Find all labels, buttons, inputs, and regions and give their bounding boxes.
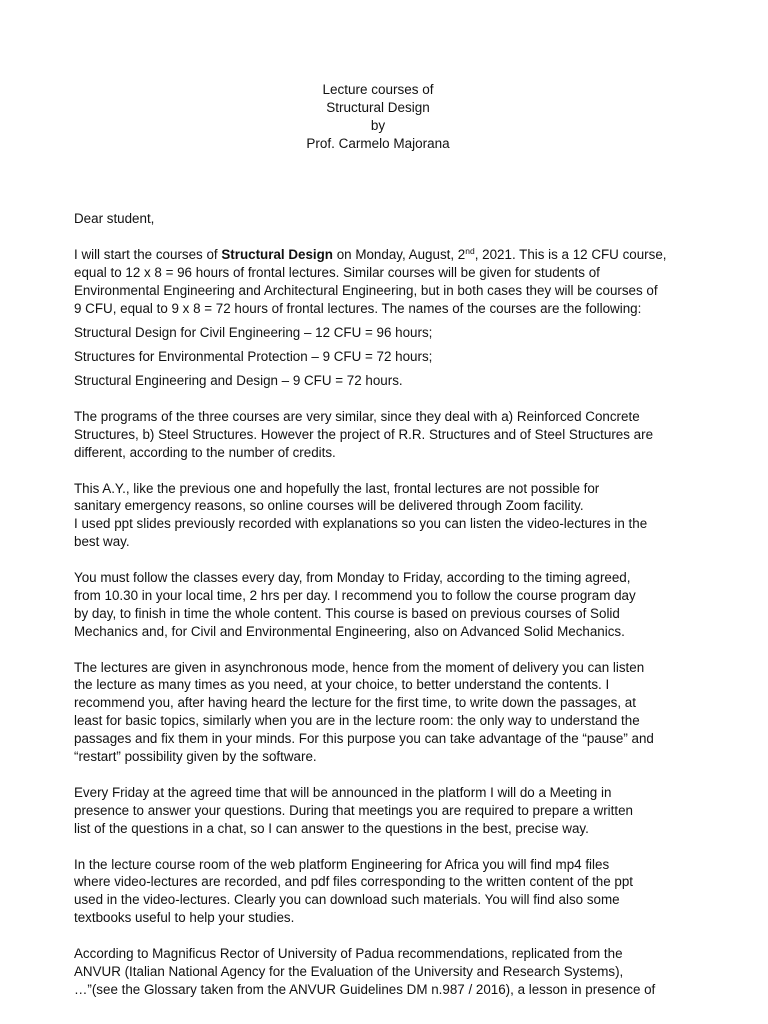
paragraph-asynchronous-mode (74, 659, 700, 766)
paragraph-line: least for basic topics, similarly when you are in the lecture room: the only way to understand the (74, 713, 640, 729)
paragraph-line: sanitary emergency reasons, so online courses will be delivered through Zoom facility. (74, 498, 584, 514)
paragraph-line: You must follow the classes every day, from Monday to Friday, according to the timing agreed, (74, 570, 631, 586)
paragraph-line: Environmental Engineering and Architectural Engineering, but in both cases they will be courses of (74, 282, 658, 298)
paragraph-line: different, according to the number of credits. (74, 444, 336, 460)
author-line: Prof. Carmelo Majorana (306, 136, 450, 151)
paragraph-line: presence to answer your questions. During that meetings you are required to prepare a written (74, 802, 633, 818)
paragraph-line: I used ppt slides previously recorded with explanations so you can listen the video-lectures in the (74, 516, 648, 532)
paragraph-friday-meeting (74, 784, 700, 838)
paragraph-schedule (74, 569, 700, 641)
paragraph-line: …”(see the Glossary taken from the ANVUR Guidelines DM n.987 / 2016), a lesson in presence of (74, 981, 656, 997)
paragraph-line: where video-lectures are recorded, and pdf files corresponding to the written content of the ppt (74, 874, 634, 890)
paragraph-line: The programs of the three courses are very similar, since they deal with a) Reinforced Concrete (74, 408, 640, 424)
paragraph-line: ANVUR (Italian National Agency for the Evaluation of the University and Research Systems), (74, 963, 624, 979)
paragraph-platform-materials (74, 856, 700, 928)
paragraph-line: passages and fix them in your minds. For this purpose you can take advantage of the “pause” and (74, 731, 654, 747)
letter-body (74, 210, 700, 1017)
paragraph-line: Mechanics and, for Civil and Environmental Engineering, also on Advanced Solid Mechanics. (74, 623, 625, 639)
paragraph-line: recommend you, after having heard the lecture for the first time, to write down the passages, at (74, 695, 636, 711)
paragraph-line: from 10.30 in your local time, 2 hrs per day. I recommend you to follow the course program day (74, 587, 636, 603)
paragraph-line: The lectures are given in asynchronous mode, hence from the moment of delivery you can listen (74, 659, 645, 675)
paragraph-line: best way. (74, 534, 130, 550)
paragraph-line: I will start the courses of Structural Design on Monday, August, 2nd, 2021. This is a 12 CFU course, (74, 245, 667, 262)
paragraph-line: In the lecture course room of the web platform Engineering for Africa you will find mp4 files (74, 856, 610, 872)
paragraph-line: equal to 12 x 8 = 96 hours of frontal lectures. Similar courses will be given for students of (74, 264, 600, 280)
paragraph-line: list of the questions in a chat, so I can answer to the questions in the best, precise way. (74, 820, 589, 836)
paragraph-line: textbooks useful to help your studies. (74, 910, 295, 926)
paragraph-line: “restart” possibility given by the software. (74, 749, 317, 765)
title-line: by (370, 118, 386, 133)
title-line: Structural Design (326, 100, 430, 115)
paragraph-line: by day, to finish in time the whole content. This course is based on previous courses of Solid (74, 605, 620, 621)
paragraph-online-delivery (74, 480, 700, 552)
salutation: Dear student, (74, 211, 155, 226)
title-line: Lecture courses of (322, 82, 434, 97)
paragraph-line: Every Friday at the agreed time that will be announced in the platform I will do a Meeting in (74, 784, 612, 800)
course-name-bold: Structural Design (221, 246, 333, 262)
paragraph-course-intro (74, 246, 700, 318)
paragraph-rector-recommendations (74, 945, 700, 999)
course-item: Structural Engineering and Design – 9 CFU = 72 hours. (74, 373, 403, 389)
paragraph-line: According to Magnificus Rector of University of Padua recommendations, replicated from the (74, 946, 623, 962)
document-title (0, 81, 756, 153)
course-item: Structures for Environmental Protection – 9 CFU = 72 hours; (74, 348, 433, 364)
paragraph-line: This A.Y., like the previous one and hopefully the last, frontal lectures are not possible for (74, 480, 600, 496)
paragraph-line: used in the video-lectures. Clearly you can download such materials. You will find also some (74, 892, 620, 908)
paragraph-line: Structures, b) Steel Structures. However the project of R.R. Structures and of Steel Structures are (74, 426, 654, 442)
paragraph-line: 9 CFU, equal to 9 x 8 = 72 hours of frontal lectures. The names of the courses are the following: (74, 300, 642, 316)
course-item: Structural Design for Civil Engineering – 12 CFU = 96 hours; (74, 324, 433, 340)
paragraph-line: the lecture as many times as you need, at your choice, to better understand the contents. I (74, 677, 610, 693)
paragraph-programs (74, 408, 700, 462)
